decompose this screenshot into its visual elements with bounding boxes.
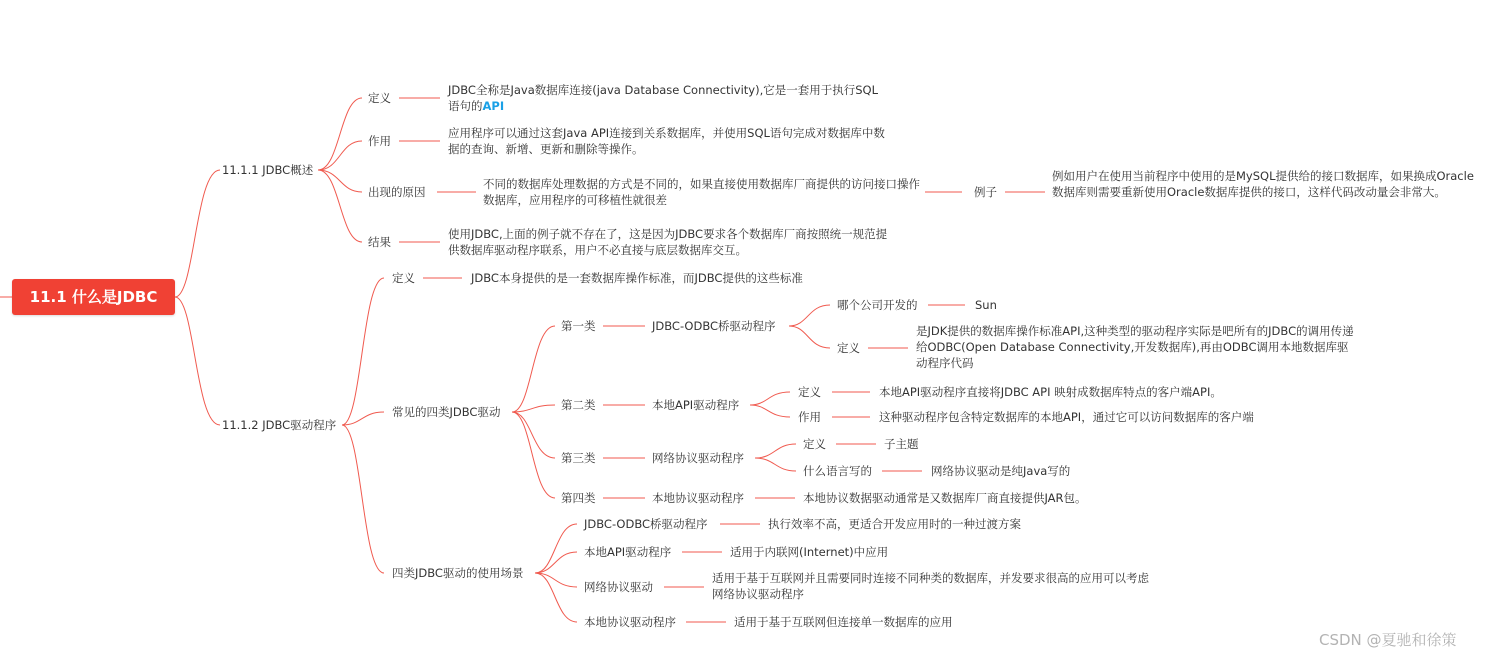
topic-usage-scenarios[interactable]: 四类JDBC驱动的使用场景 xyxy=(392,566,524,580)
watermark: CSDN @夏驰和徐策 xyxy=(1319,631,1457,649)
topic-reason[interactable]: 出现的原因 xyxy=(368,185,426,199)
type-3-definition-label[interactable]: 定义 xyxy=(803,437,826,451)
topic-definition[interactable]: 定义 xyxy=(368,91,391,105)
type-3-name[interactable]: 网络协议驱动程序 xyxy=(652,451,744,465)
api-keyword: API xyxy=(482,99,505,113)
type-2-name[interactable]: 本地API驱动程序 xyxy=(652,398,740,412)
type-2-definition-label[interactable]: 定义 xyxy=(798,385,821,399)
type-2-definition-text[interactable]: 本地API驱动程序直接将JDBC API 映射成数据库特点的客户端API。 xyxy=(879,385,1222,399)
reason-text[interactable]: 不同的数据库处理数据的方式是不同的，如果直接使用数据库厂商提供的访问接口操作数据库，应用程序的可移植性就很差 xyxy=(483,177,920,207)
type-3-definition-text[interactable]: 子主题 xyxy=(884,437,919,451)
scenario-2-label[interactable]: 本地API驱动程序 xyxy=(584,545,672,559)
topic-example[interactable]: 例子 xyxy=(974,185,997,199)
type-1-definition-label[interactable]: 定义 xyxy=(837,341,860,355)
type-1-definition-text[interactable]: 是JDK提供的数据库操作标准API,这种类型的驱动程序实际是吧所有的JDBC的调用传递给ODBC(Open Database Connectivity,开发数据库),再由ODBC调用本地数据库驱动程序代码 xyxy=(916,324,1354,370)
purpose-text[interactable]: 应用程序可以通过这套Java API连接到关系数据库，并使用SQL语句完成对数据库中数据的查询、新增、更新和删除等操作。 xyxy=(448,126,885,156)
scenario-3-text[interactable]: 适用于基于互联网并且需要同时连接不同种类的数据库，并发要求很高的应用可以考虑网络协议驱动程序 xyxy=(712,571,1149,601)
type-4-text[interactable]: 本地协议数据驱动通常是又数据库厂商直接提供JAR包。 xyxy=(803,491,1087,505)
scenario-1-label[interactable]: JDBC-ODBC桥驱动程序 xyxy=(584,517,708,531)
type-1-company-value[interactable]: Sun xyxy=(975,298,997,312)
type-2-purpose-text[interactable]: 这种驱动程序包含特定数据库的本地API，通过它可以访问数据库的客户端 xyxy=(879,410,1254,424)
definition-text[interactable] xyxy=(448,82,888,114)
type-4-name[interactable]: 本地协议驱动程序 xyxy=(652,491,744,505)
type-3-language-text[interactable]: 网络协议驱动是纯Java写的 xyxy=(931,464,1071,478)
section-jdbc-drivers[interactable]: 11.1.2 JDBC驱动程序 xyxy=(222,418,337,432)
scenario-3-label[interactable]: 网络协议驱动 xyxy=(584,580,653,594)
scenario-4-label[interactable]: 本地协议驱动程序 xyxy=(584,615,676,629)
type-1-label[interactable]: 第一类 xyxy=(561,319,596,333)
example-text[interactable]: 例如用户在使用当前程序中使用的是MySQL提供给的接口数据库，如果换成Oracle数据库则需要重新使用Oracle数据库提供的接口，这样代码改动量会非常大。 xyxy=(1052,169,1474,199)
type-2-label[interactable]: 第二类 xyxy=(561,398,596,412)
topic-four-driver-types[interactable]: 常见的四类JDBC驱动 xyxy=(392,405,501,419)
topic-result[interactable]: 结果 xyxy=(368,235,391,249)
topic-driver-definition[interactable]: 定义 xyxy=(392,271,415,285)
result-text[interactable]: 使用JDBC,上面的例子就不存在了，这是因为JDBC要求各个数据库厂商按照统一规范提供数据库驱动程序联系，用户不必直接与底层数据库交互。 xyxy=(448,227,888,257)
type-2-purpose-label[interactable]: 作用 xyxy=(798,410,821,424)
section-jdbc-overview[interactable]: 11.1.1 JDBC概述 xyxy=(222,163,314,177)
scenario-1-text[interactable]: 执行效率不高，更适合开发应用时的一种过渡方案 xyxy=(768,517,1021,531)
scenario-4-text[interactable]: 适用于基于互联网但连接单一数据库的应用 xyxy=(734,615,953,629)
definition-text-body: JDBC全称是Java数据库连接(java Database Connectivity),它是一套用于执行SQL语句的 xyxy=(448,83,878,113)
scenario-2-text[interactable]: 适用于内联网(Internet)中应用 xyxy=(730,545,889,559)
type-4-label[interactable]: 第四类 xyxy=(561,491,596,505)
type-3-label[interactable]: 第三类 xyxy=(561,451,596,465)
root-topic[interactable]: 11.1 什么是JDBC xyxy=(12,279,175,315)
type-1-name[interactable]: JDBC-ODBC桥驱动程序 xyxy=(652,319,776,333)
driver-definition-text[interactable]: JDBC本身提供的是一套数据库操作标准，而JDBC提供的这些标准 xyxy=(471,271,803,285)
type-1-company-label[interactable]: 哪个公司开发的 xyxy=(837,298,918,312)
topic-purpose[interactable]: 作用 xyxy=(368,134,391,148)
type-3-language-label[interactable]: 什么语言写的 xyxy=(803,464,872,478)
